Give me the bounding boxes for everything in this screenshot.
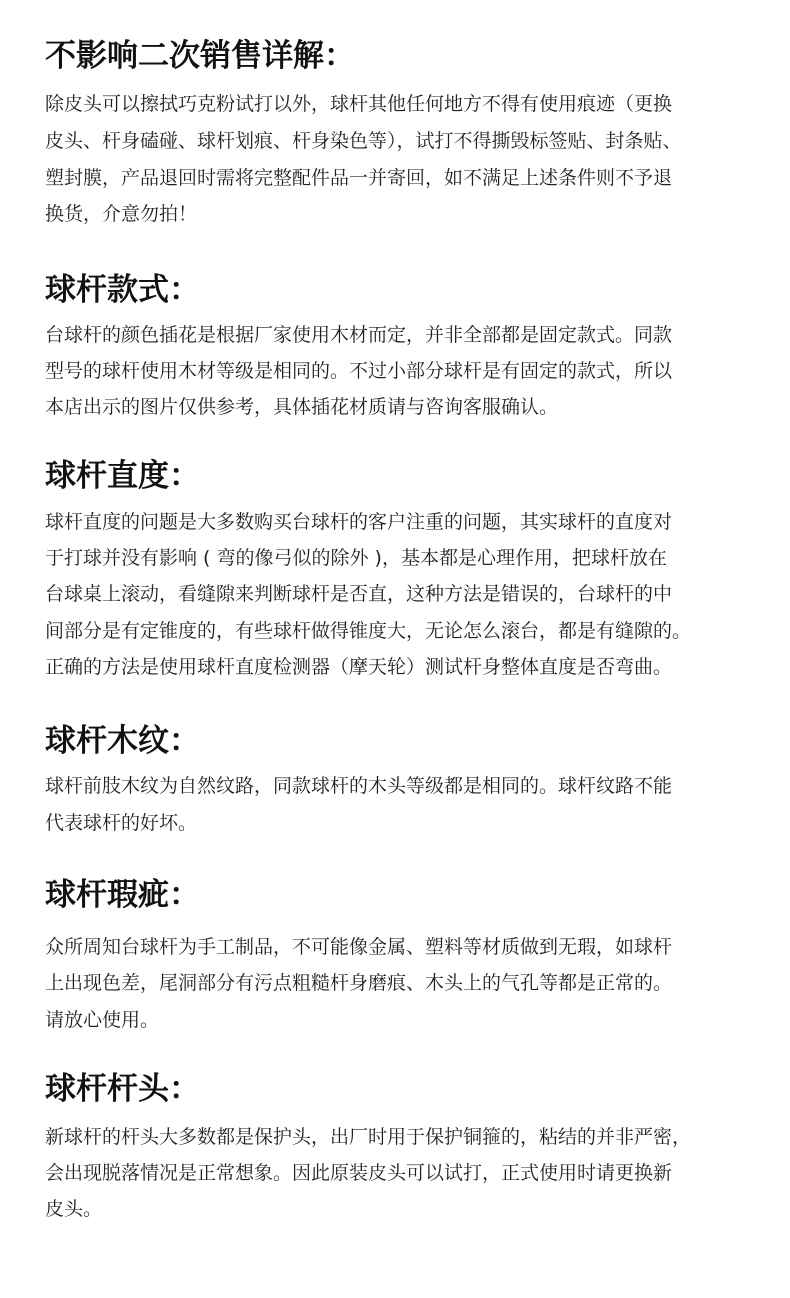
paragraph-line: 上出现色差，尾洞部分有污点粗糙杆身磨痕、木头上的气孔等都是正常的。 bbox=[45, 972, 673, 994]
section-heading: 球杆瑕疵： bbox=[45, 877, 200, 913]
section-heading: 球杆款式： bbox=[45, 272, 200, 308]
paragraph-line: 皮头、杆身磕碰、球杆划痕、杆身染色等），试打不得撕毁标签贴、封条贴、 bbox=[45, 130, 682, 152]
section-heading: 球杆木纹： bbox=[45, 723, 200, 759]
paragraph-line: 型号的球杆使用木材等级是相同的。不过小部分球杆是有固定的款式，所以 bbox=[45, 360, 673, 382]
section-heading: 球杆杆头： bbox=[45, 1071, 200, 1107]
section-heading: 球杆直度： bbox=[45, 458, 200, 494]
paragraph-line: 间部分是有定锥度的，有些球杆做得锥度大，无论怎么滚台，都是有缝隙的。 bbox=[45, 620, 692, 642]
paragraph-line: 球杆直度的问题是大多数购买台球杆的客户注重的问题，其实球杆的直度对 bbox=[45, 511, 673, 533]
paragraph-line: 代表球杆的好坏。 bbox=[45, 812, 198, 834]
paragraph-line: 球杆前肢木纹为自然纹路，同款球杆的木头等级都是相同的。球杆纹路不能 bbox=[45, 775, 673, 797]
paragraph-line: 于打球并没有影响 ( 弯的像弓似的除外 )，基本都是心理作用，把球杆放在 bbox=[45, 547, 667, 569]
paragraph-line: 新球杆的杆头大多数都是保护头，出厂时用于保护铜箍的，粘结的并非严密， bbox=[45, 1126, 692, 1148]
paragraph-line: 换货，介意勿拍！ bbox=[45, 203, 198, 225]
paragraph-line: 请放心使用。 bbox=[45, 1009, 160, 1031]
section-heading: 不影响二次销售详解： bbox=[45, 38, 355, 74]
paragraph-line: 本店出示的图片仅供参考，具体插花材质请与咨询客服确认。 bbox=[45, 396, 559, 418]
paragraph-line: 会出现脱落情况是正常想象。因此原装皮头可以试打，正式使用时请更换新 bbox=[45, 1162, 673, 1184]
paragraph-line: 皮头。 bbox=[45, 1198, 103, 1220]
paragraph-line: 众所周知台球杆为手工制品，不可能像金属、塑料等材质做到无瑕，如球杆 bbox=[45, 936, 673, 958]
paragraph-line: 台球杆的颜色插花是根据厂家使用木材而定，并非全部都是固定款式。同款 bbox=[45, 324, 673, 346]
paragraph-line: 除皮头可以擦拭巧克粉试打以外，球杆其他任何地方不得有使用痕迹（更换 bbox=[45, 93, 673, 115]
paragraph-line: 塑封膜，产品退回时需将完整配件品一并寄回，如不满足上述条件则不予退 bbox=[45, 167, 673, 189]
paragraph-line: 正确的方法是使用球杆直度检测器（摩天轮）测试杆身整体直度是否弯曲。 bbox=[45, 656, 673, 678]
paragraph-line: 台球桌上滚动，看缝隙来判断球杆是否直，这种方法是错误的，台球杆的中 bbox=[45, 583, 673, 605]
